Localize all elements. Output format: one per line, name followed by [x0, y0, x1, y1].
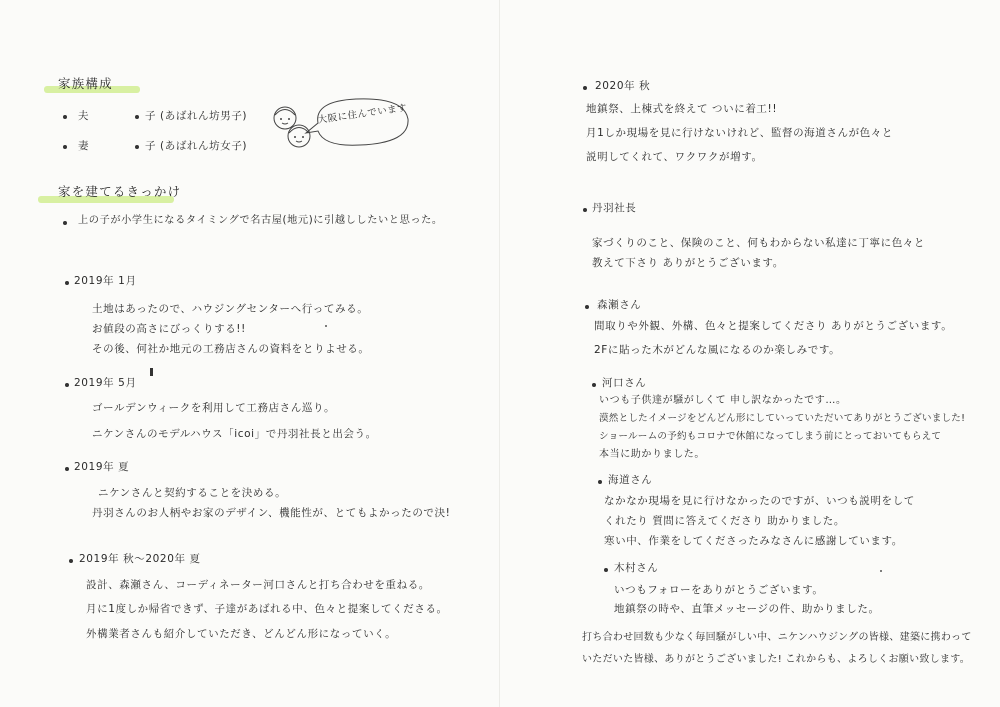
ink-speck — [880, 570, 882, 572]
bullet — [65, 383, 69, 387]
thanks-line: なかなか現場を見に行けなかったのですが、いつも説明をして — [604, 495, 915, 507]
autumn-date: 2020年 秋 — [595, 80, 651, 92]
thanks-name: 海道さん — [608, 474, 653, 486]
family-wife: 妻 — [78, 140, 90, 152]
thanks-line: 漠然としたイメージをどんどん形にしていっていただいてありがとうございました! — [599, 413, 966, 424]
thanks-line: 家づくりのこと、保険のこと、何もわからない私達に丁寧に色々と — [592, 237, 925, 249]
timeline-date: 2019年 夏 — [74, 461, 130, 473]
bullet — [598, 480, 602, 484]
bullet — [583, 86, 587, 90]
bullet — [63, 221, 67, 225]
timeline-line: ゴールデンウィークを利用して工務店さん巡り。 — [92, 402, 336, 414]
timeline-date: 2019年 5月 — [74, 377, 137, 389]
bullet — [604, 568, 608, 572]
thanks-line: 地鎮祭の時や、直筆メッセージの件、助かりました。 — [614, 603, 880, 615]
timeline-line: ニケンさんと契約することを決める。 — [98, 487, 287, 499]
timeline-line: 設計、森瀬さん、コーディネーター河口さんと打ち合わせを重ねる。 — [86, 579, 430, 591]
timeline-line: 外構業者さんも紹介していただき、どんどん形になっていく。 — [86, 628, 397, 640]
bullet — [69, 559, 73, 563]
timeline-line: その後、何社か地元の工務店さんの資料をとりよせる。 — [92, 343, 370, 355]
ink-mark — [150, 368, 153, 376]
timeline-line: 土地はあったので、ハウジングセンターへ行ってみる。 — [92, 303, 369, 315]
thanks-line: 2Fに貼った木がどんな風になるのか楽しみです。 — [594, 344, 841, 356]
bullet — [135, 145, 139, 149]
thanks-line: くれたり 質問に答えてくださり 助かりました。 — [604, 515, 845, 527]
bullet — [585, 305, 589, 309]
closing-line: いただいた皆様、ありがとうございました! これからも、よろしくお願い致します。 — [582, 654, 971, 665]
thanks-line: 教えて下さり ありがとうございます。 — [592, 257, 784, 269]
thanks-line: いつもフォローをありがとうございます。 — [614, 584, 824, 596]
timeline-date: 2019年 秋〜2020年 夏 — [79, 553, 201, 565]
reason-heading: 家を建てるきっかけ — [58, 184, 182, 199]
timeline-line: 丹羽さんのお人柄やお家のデザイン、機能性が、とてもよかったので決! — [92, 507, 451, 519]
thanks-line: ショールームの予約もコロナで休館になってしまう前にとっておいてもらえて — [599, 431, 942, 442]
thanks-name: 木村さん — [614, 562, 659, 574]
reason-text: 上の子が小学生になるタイミングで名古屋(地元)に引越ししたいと思った。 — [78, 215, 443, 226]
bullet — [65, 281, 69, 285]
thanks-line: いつも子供達が騒がしくて 申し訳なかったです…。 — [599, 395, 847, 406]
family-child-2: 子 (あばれん坊女子) — [145, 140, 248, 152]
right-page — [500, 0, 1000, 707]
closing-line: 打ち合わせ回数も少なく毎回騒がしい中、ニケンハウジングの皆様、建築に携わって — [582, 632, 972, 643]
bullet — [63, 145, 67, 149]
thanks-name: 河口さん — [602, 377, 647, 389]
timeline-line: 月に1度しか帰省できず、子達があばれる中、色々と提案してくださる。 — [86, 603, 448, 615]
bullet — [63, 115, 67, 119]
speech-bubble-text: 大阪に住んでいます — [317, 102, 408, 126]
bullet — [583, 208, 587, 212]
autumn-line: 説明してくれて、ワクワクが増す。 — [586, 151, 763, 163]
bullet — [592, 383, 596, 387]
bullet — [65, 467, 69, 471]
family-child-1: 子 (あばれん坊男子) — [145, 110, 248, 122]
timeline-line: ニケンさんのモデルハウス「icoi」で丹羽社長と出会う。 — [92, 428, 377, 440]
autumn-line: 地鎮祭、上棟式を終えて ついに着工!! — [586, 103, 778, 115]
ink-speck — [325, 325, 327, 327]
thanks-name: 丹羽社長 — [592, 202, 637, 214]
family-husband: 夫 — [78, 110, 90, 122]
family-heading: 家族構成 — [58, 76, 113, 91]
timeline-date: 2019年 1月 — [74, 275, 137, 287]
thanks-name: 森瀬さん — [597, 299, 642, 311]
autumn-line: 月1しか現場を見に行けないけれど、監督の海道さんが色々と — [586, 127, 893, 139]
bullet — [135, 115, 139, 119]
thanks-line: 間取りや外観、外構、色々と提案してくださり ありがとうございます。 — [594, 320, 953, 332]
thanks-line: 本当に助かりました。 — [599, 449, 705, 460]
timeline-line: お値段の高さにびっくりする!! — [92, 323, 246, 335]
thanks-line: 寒い中、作業をしてくださったみなさんに感謝しています。 — [604, 535, 903, 547]
